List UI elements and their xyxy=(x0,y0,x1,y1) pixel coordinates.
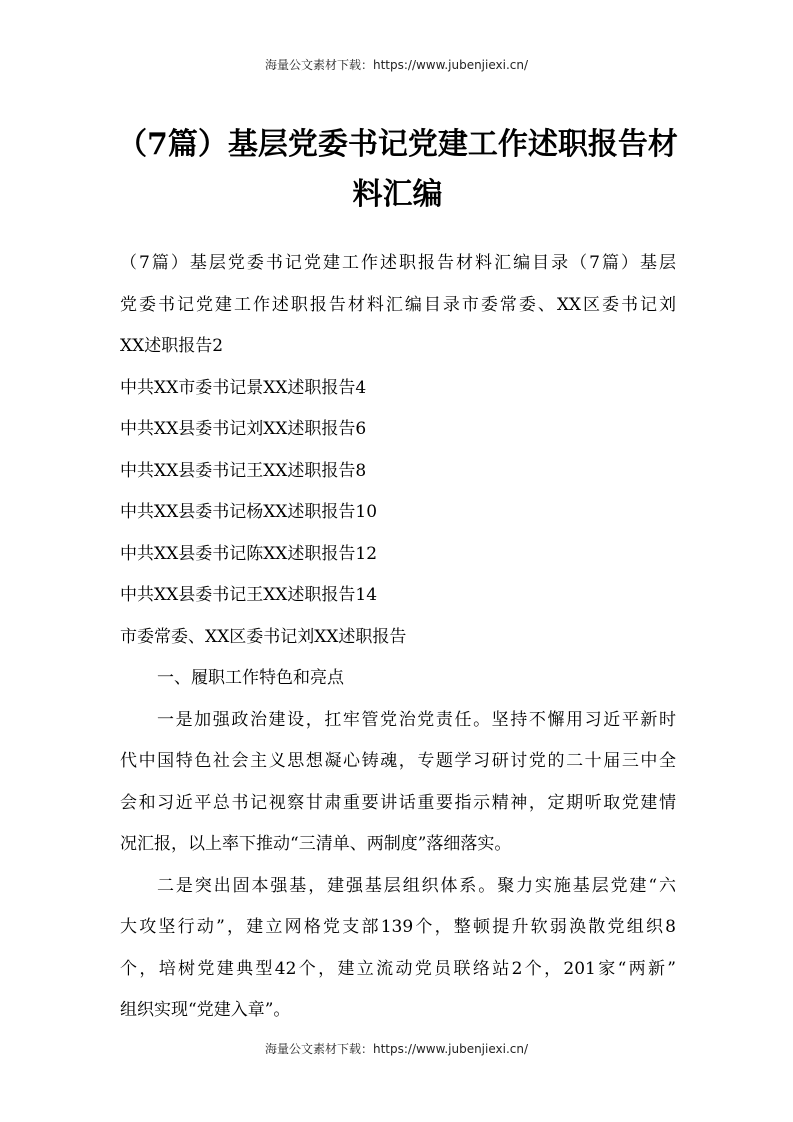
paragraph-line: 代中国特色社会主义思想凝心铸魂，专题学习研讨党的二十届三中全 xyxy=(120,751,676,771)
title-line-1: （7篇）基层党委书记党建工作述职报告材 xyxy=(117,127,678,162)
toc-item: 中共XX县委书记杨XX述职报告10 xyxy=(120,502,378,522)
toc-item: 中共XX县委书记刘XX述职报告6 xyxy=(120,419,367,439)
intro-line: 党委书记党建工作述职报告材料汇编目录市委常委、XX区委书记刘 xyxy=(120,294,676,315)
page-header: 海量公文素材下载：https://www.jubenjiexi.cn/ xyxy=(264,58,529,72)
paragraph-line: 会和习近平总书记视察甘肃重要讲话重要指示精神，定期听取党建情 xyxy=(120,792,676,813)
toc-item: 中共XX县委书记王XX述职报告8 xyxy=(120,460,367,481)
title-line-2: 料汇编 xyxy=(352,177,443,212)
document-title xyxy=(110,120,685,220)
section-heading: 市委常委、XX区委书记刘XX述职报告 xyxy=(120,626,407,647)
toc-item: 中共XX县委书记王XX述职报告14 xyxy=(120,585,378,605)
toc-item: 中共XX县委书记陈XX述职报告12 xyxy=(120,543,378,564)
intro-line: XX述职报告2 xyxy=(120,336,224,356)
paragraph-line: 一是加强政治建设，扛牢管党治党责任。坚持不懈用习近平新时 xyxy=(157,709,676,730)
subheading: 一、履职工作特色和亮点 xyxy=(157,668,344,688)
paragraph-line: 组织实现“党建入章”。 xyxy=(120,1000,291,1020)
intro-line: （7篇）基层党委书记党建工作述职报告材料汇编目录（7篇）基层 xyxy=(120,253,676,273)
toc-item: 中共XX市委书记景XX述职报告4 xyxy=(120,377,367,398)
paragraph-line: 况汇报，以上率下推动“三清单、两制度”落细落实。 xyxy=(120,834,512,854)
page-footer: 海量公文素材下载：https://www.jubenjiexi.cn/ xyxy=(264,1042,529,1056)
paragraph-line: 大攻坚行动”，建立网格党支部139个，整顿提升软弱涣散党组织8 xyxy=(120,917,676,937)
paragraph-line: 二是突出固本强基，建强基层组织体系。聚力实施基层党建“六 xyxy=(157,875,676,896)
paragraph-line: 个，培树党建典型42个，建立流动党员联络站2个，201家“两新” xyxy=(120,958,676,979)
document-body xyxy=(120,243,676,1032)
